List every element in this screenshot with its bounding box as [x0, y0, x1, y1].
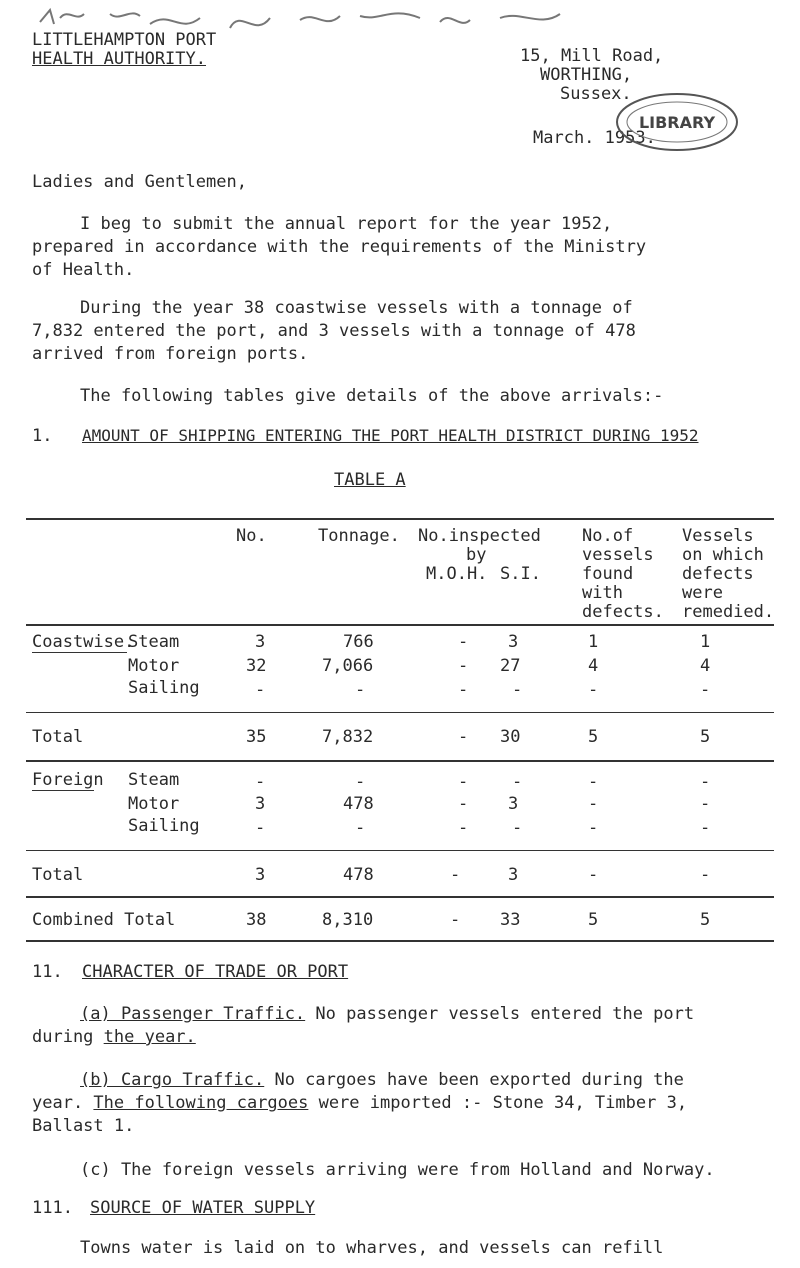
total-no: 3: [255, 865, 266, 885]
combined-si: 33: [500, 910, 521, 930]
total-moh: -: [450, 865, 461, 885]
group-label-coastwise: Coastwise.: [32, 632, 135, 652]
combined-moh: -: [450, 910, 461, 930]
passenger-traffic-line1: [80, 1004, 694, 1024]
intro-line1: I beg to submit the annual report for the year 1952,: [80, 214, 613, 234]
total-no: 35: [246, 727, 267, 747]
row-remedied: 1: [700, 632, 711, 652]
row-si: -: [512, 818, 523, 838]
table-title: TABLE A: [334, 470, 406, 490]
coastwise-underline: [32, 652, 127, 653]
row-moh: -: [458, 794, 469, 814]
row-moh: -: [458, 632, 469, 652]
address-line3: Sussex.: [560, 84, 632, 104]
coastwise-total-label: Total: [32, 727, 84, 747]
row-si: 3: [508, 632, 519, 652]
water-supply-line1: Towns water is laid on to wharves, and vessels can refill: [80, 1238, 664, 1258]
row-si: -: [512, 772, 523, 792]
row-found: 1: [588, 632, 599, 652]
total-found: -: [588, 865, 599, 885]
total-si: 3: [508, 865, 519, 885]
row-moh: -: [458, 656, 469, 676]
row-type: Sailing: [128, 816, 200, 836]
row-tonnage: 766: [343, 632, 374, 652]
header-found-5: defects.: [582, 602, 664, 622]
combined-top-rule: [26, 896, 774, 898]
cargo-traffic-text: No cargoes have been exported during the: [264, 1070, 684, 1090]
header-found-1: No.of: [582, 526, 634, 546]
row-no: -: [255, 680, 266, 700]
header-no: No.: [236, 526, 267, 546]
row-remedied: -: [700, 772, 711, 792]
row-si: -: [512, 680, 523, 700]
authority-line2: HEALTH AUTHORITY.: [32, 49, 206, 69]
combined-no: 38: [246, 910, 267, 930]
combined-found: 5: [588, 910, 599, 930]
cargo-traffic-text-3: The following cargoes: [93, 1093, 309, 1113]
row-type: Steam: [128, 770, 180, 790]
table-top-rule: [26, 518, 774, 520]
header-si: S.I.: [500, 564, 541, 584]
combined-remedied: 5: [700, 910, 711, 930]
address-line2: WORTHING,: [540, 65, 633, 85]
para1-line2: 7,832 entered the port, and 3 vessels with a tonnage of 478: [32, 321, 636, 341]
row-si: 27: [500, 656, 521, 676]
para1-line3: arrived from foreign ports.: [32, 344, 309, 364]
section3-number: 111.: [32, 1198, 73, 1218]
table-header-rule: [26, 624, 774, 626]
row-remedied: -: [700, 818, 711, 838]
intro-line3: of Health.: [32, 260, 135, 280]
library-stamp-text: LIBRARY: [638, 113, 716, 132]
foreign-top-rule: [26, 760, 774, 762]
header-remedied-4: were: [682, 583, 723, 603]
row-type: Sailing: [128, 678, 200, 698]
passenger-traffic-text-2: during: [32, 1027, 104, 1047]
row-remedied: -: [700, 794, 711, 814]
intro-line2: prepared in accordance with the requirements of the Ministry: [32, 237, 647, 257]
header-found-4: with: [582, 583, 623, 603]
cargo-traffic-text-4: were imported :- Stone 34, Timber 3,: [308, 1093, 688, 1113]
foreign-vessels-origin: (c) The foreign vessels arriving were from Holland and Norway.: [80, 1160, 715, 1180]
row-tonnage: 478: [343, 794, 374, 814]
row-moh: -: [458, 818, 469, 838]
library-stamp: [612, 90, 742, 154]
passenger-traffic-text: No passenger vessels entered the port: [305, 1004, 695, 1024]
total-moh: -: [458, 727, 469, 747]
section1-title: AMOUNT OF SHIPPING ENTERING THE PORT HEALTH DISTRICT DURING 1952: [82, 426, 699, 445]
para2: The following tables give details of the above arrivals:-: [80, 386, 664, 406]
row-type: Motor: [128, 656, 180, 676]
row-remedied: -: [700, 680, 711, 700]
header-tonnage: Tonnage.: [318, 526, 400, 546]
row-found: 4: [588, 656, 599, 676]
row-moh: -: [458, 680, 469, 700]
passenger-traffic-line2: [32, 1027, 196, 1047]
address-line1: 15, Mill Road,: [520, 46, 664, 66]
section2-number: 11.: [32, 962, 63, 982]
total-remedied: 5: [700, 727, 711, 747]
authority-line1: LITTLEHAMPTON PORT: [32, 30, 217, 50]
header-remedied-5: remedied.: [682, 602, 775, 622]
total-remedied: -: [700, 865, 711, 885]
total-si: 30: [500, 727, 521, 747]
passenger-traffic-heading: (a) Passenger Traffic.: [80, 1004, 306, 1024]
row-si: 3: [508, 794, 519, 814]
cargo-traffic-heading: (b) Cargo Traffic.: [80, 1070, 265, 1090]
cargo-traffic-line1: [80, 1070, 684, 1090]
cargo-traffic-line2: [32, 1093, 687, 1113]
row-type: Motor: [128, 794, 180, 814]
cargo-traffic-text-2: year.: [32, 1093, 94, 1113]
row-tonnage: -: [355, 818, 366, 838]
passenger-traffic-text-3: the year.: [103, 1027, 196, 1047]
total-found: 5: [588, 727, 599, 747]
section3-title: SOURCE OF WATER SUPPLY: [90, 1198, 316, 1218]
row-no: -: [255, 772, 266, 792]
total-tonnage: 7,832: [322, 727, 374, 747]
row-no: 32: [246, 656, 267, 676]
para1-line1: During the year 38 coastwise vessels with a tonnage of: [80, 298, 633, 318]
row-no: 3: [255, 632, 266, 652]
section1-number: 1.: [32, 426, 53, 446]
total-tonnage: 478: [343, 865, 374, 885]
row-moh: -: [458, 772, 469, 792]
header-found-2: vessels: [582, 545, 654, 565]
combined-total-label: Combined Total: [32, 910, 176, 930]
header-remedied-3: defects: [682, 564, 754, 584]
foreign-total-rule: [26, 850, 774, 851]
header-found-3: found: [582, 564, 634, 584]
row-tonnage: -: [355, 680, 366, 700]
header-remedied-2: on which: [682, 545, 764, 565]
header-moh: M.O.H.: [426, 564, 488, 584]
group-label-foreign: Foreign: [32, 770, 104, 790]
row-no: -: [255, 818, 266, 838]
foreign-total-label: Total: [32, 865, 84, 885]
row-found: -: [588, 818, 599, 838]
row-remedied: 4: [700, 656, 711, 676]
row-found: -: [588, 794, 599, 814]
report-date: March. 1953.: [533, 128, 656, 148]
cargo-traffic-line3: Ballast 1.: [32, 1116, 135, 1136]
row-no: 3: [255, 794, 266, 814]
coastwise-total-rule: [26, 712, 774, 713]
row-tonnage: 7,066: [322, 656, 374, 676]
header-inspected-2: by: [466, 545, 487, 565]
combined-tonnage: 8,310: [322, 910, 374, 930]
header-inspected-1: No.inspected: [418, 526, 541, 546]
row-found: -: [588, 680, 599, 700]
table-bottom-rule: [26, 940, 774, 942]
row-tonnage: -: [355, 772, 366, 792]
salutation: Ladies and Gentlemen,: [32, 172, 247, 192]
section2-title: CHARACTER OF TRADE OR PORT: [82, 962, 349, 982]
row-found: -: [588, 772, 599, 792]
foreign-underline: [32, 790, 94, 791]
row-type: Steam: [128, 632, 180, 652]
header-remedied-1: Vessels: [682, 526, 754, 546]
